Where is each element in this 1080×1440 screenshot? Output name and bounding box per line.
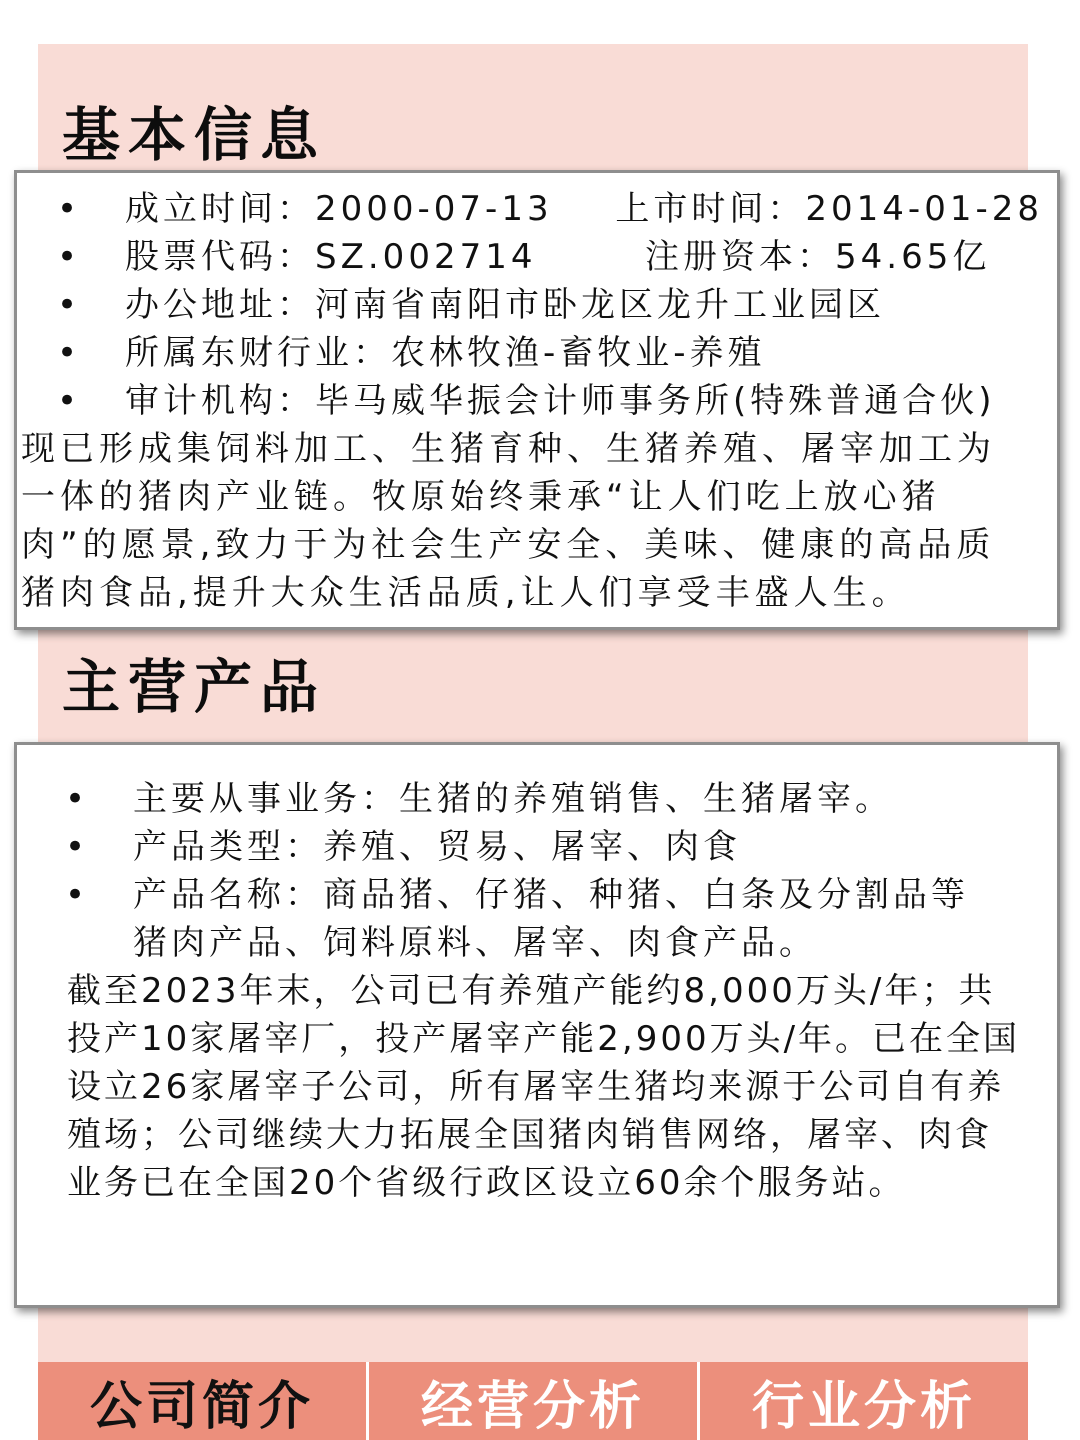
- bullet-icon: •: [65, 827, 90, 867]
- tab-company-profile[interactable]: 公司简介: [38, 1362, 369, 1440]
- main-products-description: 截至2023年末，公司已有养殖产能约8,000万头/年；共投产10家屠宰厂，投产屠宰产能2,900万头/年。已在全国设立26家屠宰子公司，所有屠宰生猪均来源于公司自有养殖场；公司继续大力拓展全国猪肉销售网络，屠宰、肉食业务已在全国20个省级行政区设立60余个服务站。: [67, 971, 1021, 1203]
- list-item: [63, 871, 1043, 967]
- list-item: [63, 823, 1043, 871]
- bullet-icon: •: [57, 381, 82, 421]
- basic-info-title: 基本信息: [62, 101, 327, 169]
- listed-date: 上市时间：2014-01-28: [615, 189, 1043, 229]
- tab-business-analysis[interactable]: 经营分析: [369, 1362, 700, 1440]
- bottom-tab-bar: [38, 1362, 1028, 1440]
- basic-info-list: [55, 185, 1043, 425]
- office-address: 办公地址：河南省南阳市卧龙区龙升工业园区: [125, 285, 885, 325]
- product-types: 产品类型：养殖、贸易、屠宰、肉食: [133, 827, 741, 867]
- bullet-icon: •: [57, 189, 82, 229]
- bullet-icon: •: [57, 237, 82, 277]
- list-item: [55, 185, 1043, 233]
- stock-code: 股票代码：SZ.002714: [125, 237, 537, 277]
- bullet-icon: •: [57, 333, 82, 373]
- basic-info-description: 现已形成集饲料加工、生猪育种、生猪养殖、屠宰加工为一体的猪肉产业链。牧原始终秉承“让人们吃上放心猪肉”的愿景,致力于为社会生产安全、美味、健康的高品质猪肉食品,提升大众生活品质,让人们享受丰盛人生。: [21, 429, 996, 613]
- main-products-list: [63, 775, 1043, 967]
- list-item: [55, 281, 1043, 329]
- bullet-icon: •: [65, 779, 90, 819]
- auditor: 审计机构：毕马威华振会计师事务所(特殊普通合伙): [125, 381, 996, 421]
- basic-info-card: [14, 170, 1060, 630]
- list-item: [55, 329, 1043, 377]
- product-names-line-2: 猪肉产品、饲料原料、屠宰、肉食产品。: [133, 923, 817, 963]
- list-item: [63, 775, 1043, 823]
- founded-date: 成立时间：2000-07-13: [125, 189, 553, 229]
- product-names-line-1: 产品名称：商品猪、仔猪、种猪、白条及分割品等: [133, 875, 969, 915]
- industry: 所属东财行业：农林牧渔-畜牧业-养殖: [125, 333, 766, 373]
- main-business: 主要从事业务：生猪的养殖销售、生猪屠宰。: [133, 779, 893, 819]
- tab-industry-analysis[interactable]: 行业分析: [700, 1362, 1028, 1440]
- bullet-icon: •: [65, 875, 90, 915]
- list-item: [55, 233, 1043, 281]
- main-products-card: [14, 742, 1060, 1308]
- list-item: [55, 377, 1043, 425]
- bullet-icon: •: [57, 285, 82, 325]
- registered-capital: 注册资本：54.65亿: [645, 237, 991, 277]
- main-products-title: 主营产品: [62, 653, 327, 721]
